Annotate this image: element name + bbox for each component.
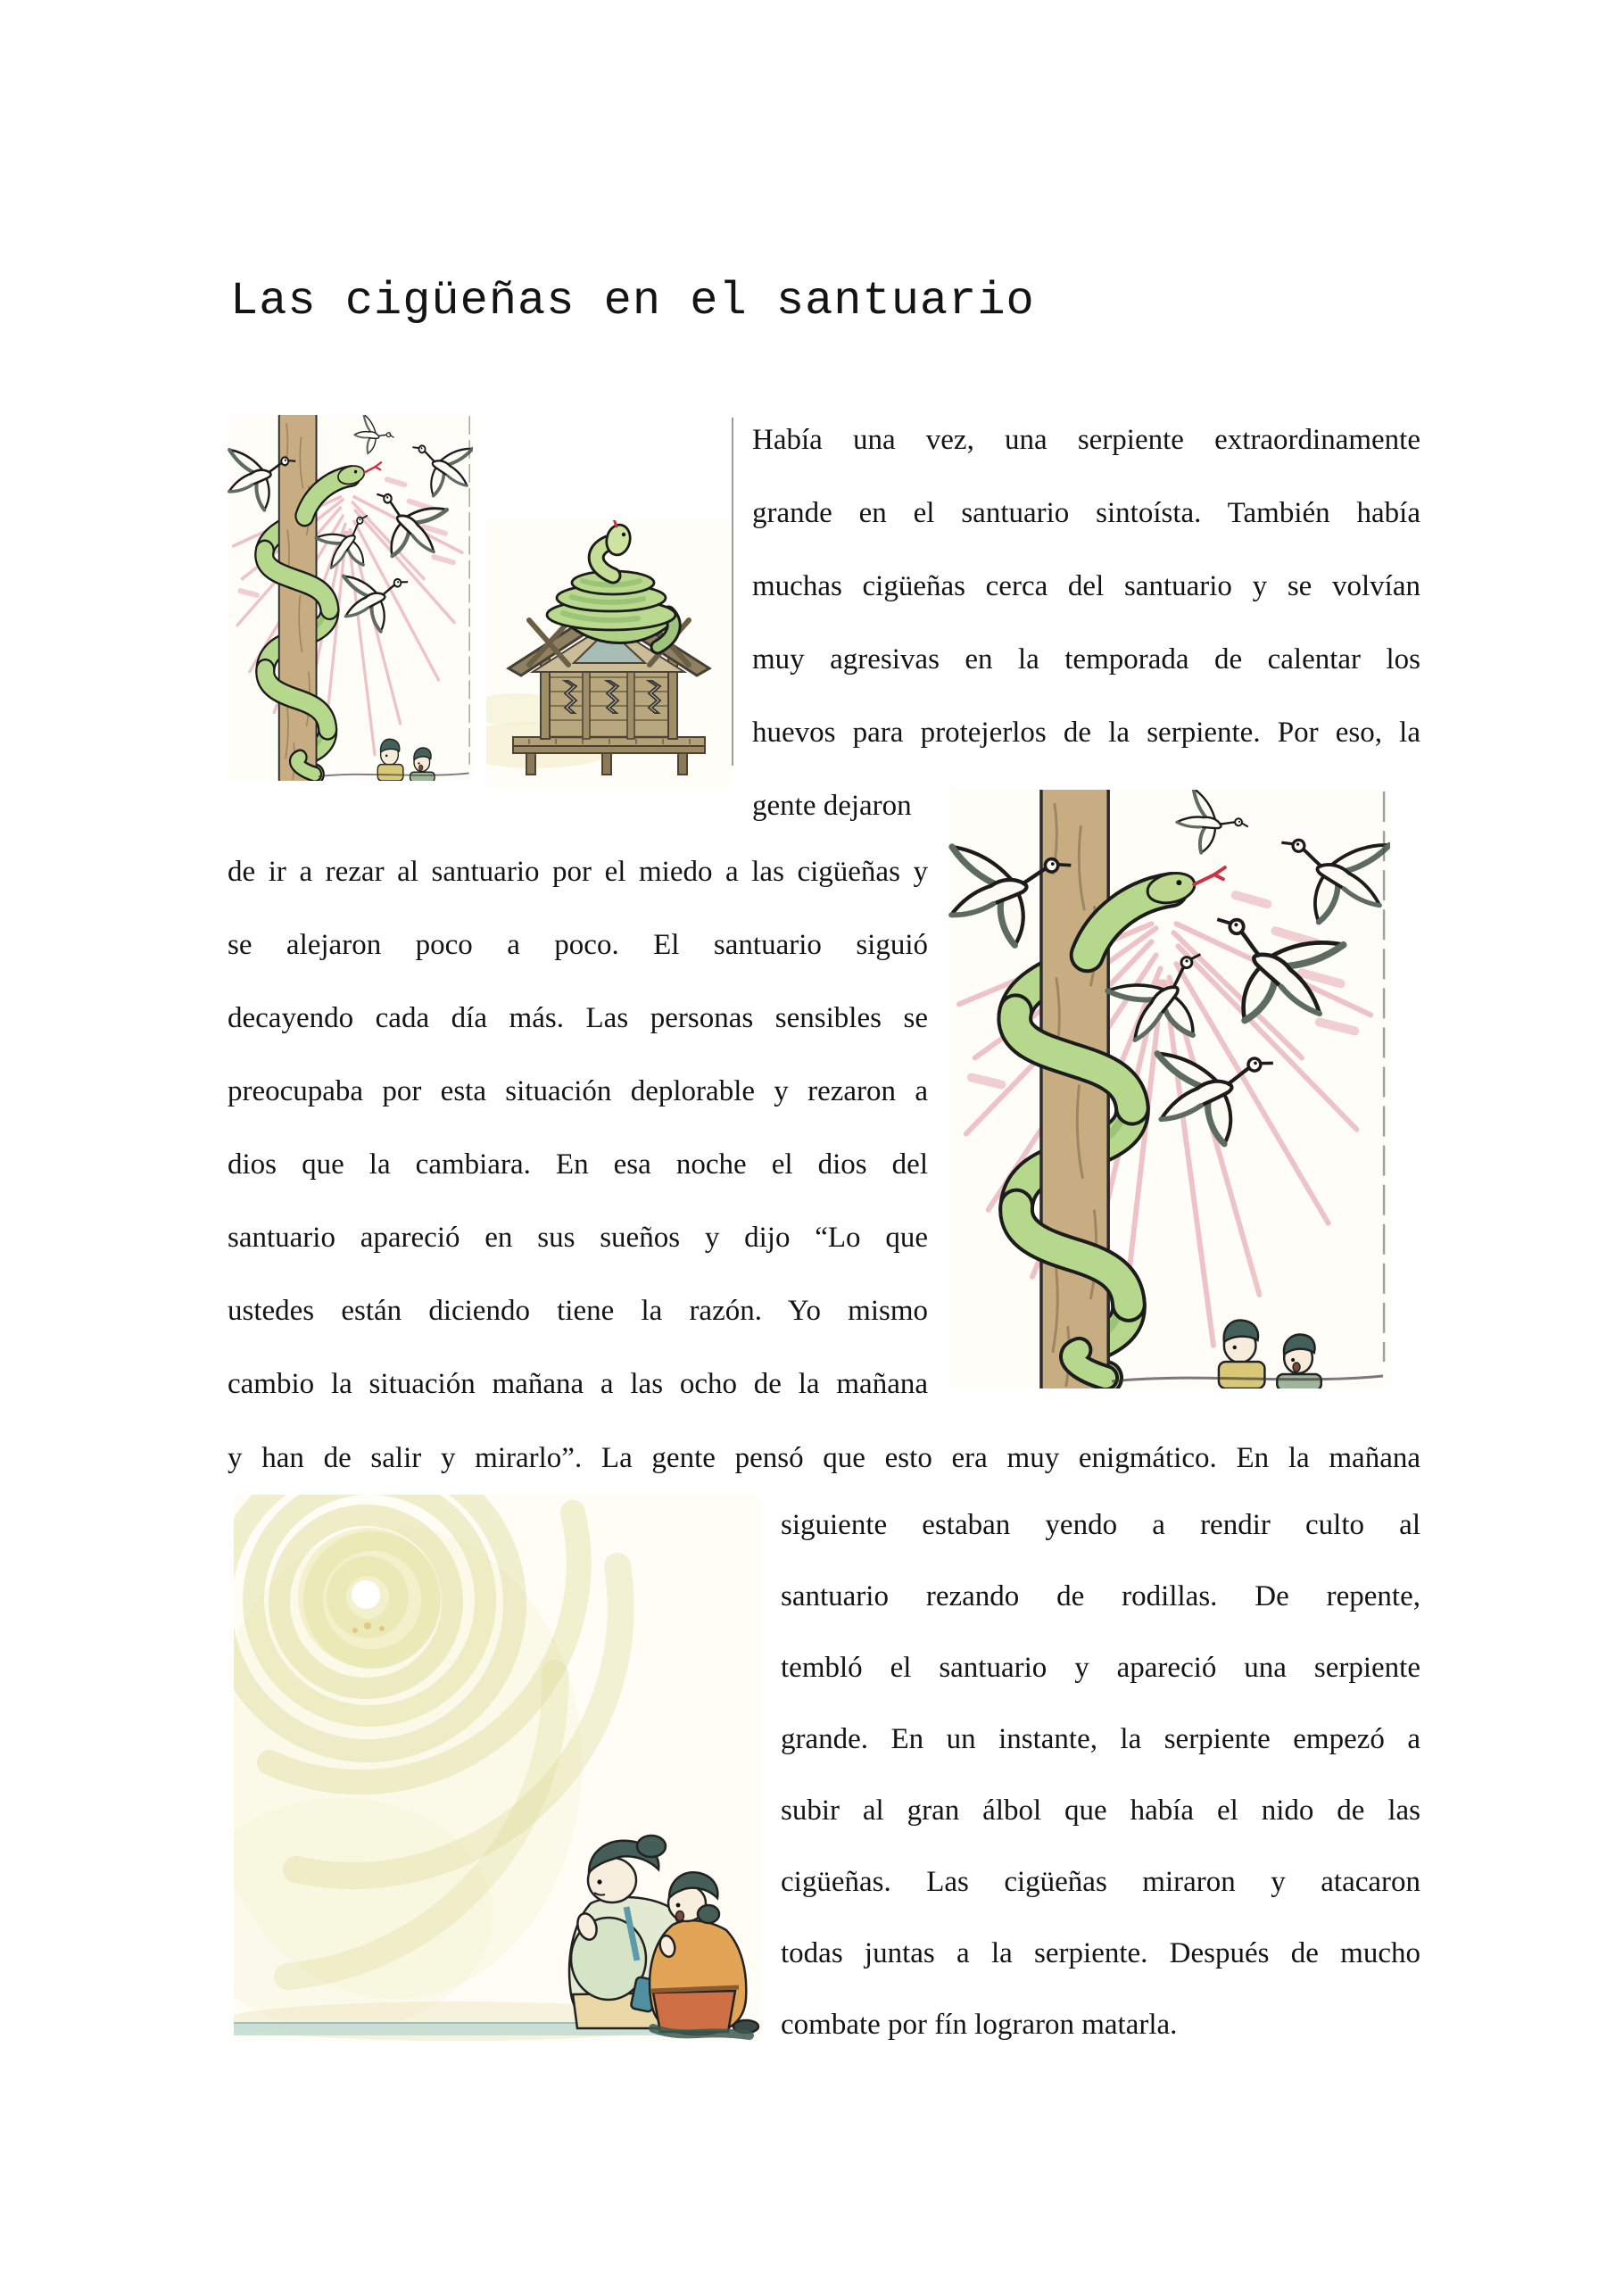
snake-tree-storks-drawing-large xyxy=(948,790,1390,1388)
text-line: siguiente estaban yendo a rendir culto al xyxy=(781,1509,1420,1541)
text-line: grande. En un instante, la serpiente empezó a xyxy=(781,1723,1420,1755)
text-line: de ir a rezar al santuario por el miedo a las cigüeñas y xyxy=(228,856,928,888)
text-line: tembló el santuario y apareció una serpiente xyxy=(781,1652,1420,1684)
text-line: y han de salir y mirarlo”. La gente pensó que esto era muy enigmático. En la mañana xyxy=(228,1442,1420,1474)
snake-tree-storks-drawing-small xyxy=(228,415,473,781)
paragraph-bottom-right xyxy=(781,1489,1420,2060)
text-line: combate por fín lograron matarla. xyxy=(781,2009,1178,2041)
text-line: decayendo cada día más. Las personas sensibles se xyxy=(228,1002,928,1034)
text-line: gente dejaron xyxy=(752,790,912,822)
scan-edge-line xyxy=(732,418,733,766)
text-line: cambio la situación mañana a las ocho de la mañana xyxy=(228,1368,928,1400)
paragraph-mid-left xyxy=(228,835,928,1421)
paragraph-top-right xyxy=(752,403,1420,842)
text-line: subir al gran álbol que había el nido de las xyxy=(781,1795,1420,1827)
text-line: se alejaron poco a poco. El santuario siguió xyxy=(228,929,928,961)
text-line: muy agresivas en la temporada de calentar los xyxy=(752,643,1420,676)
text-line: grande en el santuario sintoísta. También había xyxy=(752,497,1420,529)
text-line: muchas cigüeñas cerca del santuario y se volvían xyxy=(752,570,1420,602)
text-line: preocupaba por esta situación deplorable y rezaron a xyxy=(228,1075,928,1107)
text-line: ustedes están diciendo tiene la razón. Yo mismo xyxy=(228,1295,928,1327)
text-line: Había una vez, una serpiente extraordinamente xyxy=(752,424,1420,456)
text-line: cigüeñas. Las cigüeñas miraron y atacaron xyxy=(781,1866,1420,1898)
text-line: santuario apareció en sus sueños y dijo “Lo que xyxy=(228,1222,928,1254)
paragraph-bridge xyxy=(228,1422,1420,1495)
text-line: todas juntas a la serpiente. Después de mucho xyxy=(781,1937,1420,1969)
text-line: santuario rezando de rodillas. De repente, xyxy=(781,1580,1420,1612)
shrine-snake-drawing xyxy=(486,520,732,788)
text-line: dios que la cambiara. En esa noche el dios del xyxy=(228,1148,928,1181)
text-line: huevos para protejerlos de la serpiente. Por eso, la xyxy=(752,717,1420,749)
sun-praying-people-drawing xyxy=(234,1495,762,2041)
page-title: Las cigüeñas en el santuario xyxy=(230,275,1035,327)
